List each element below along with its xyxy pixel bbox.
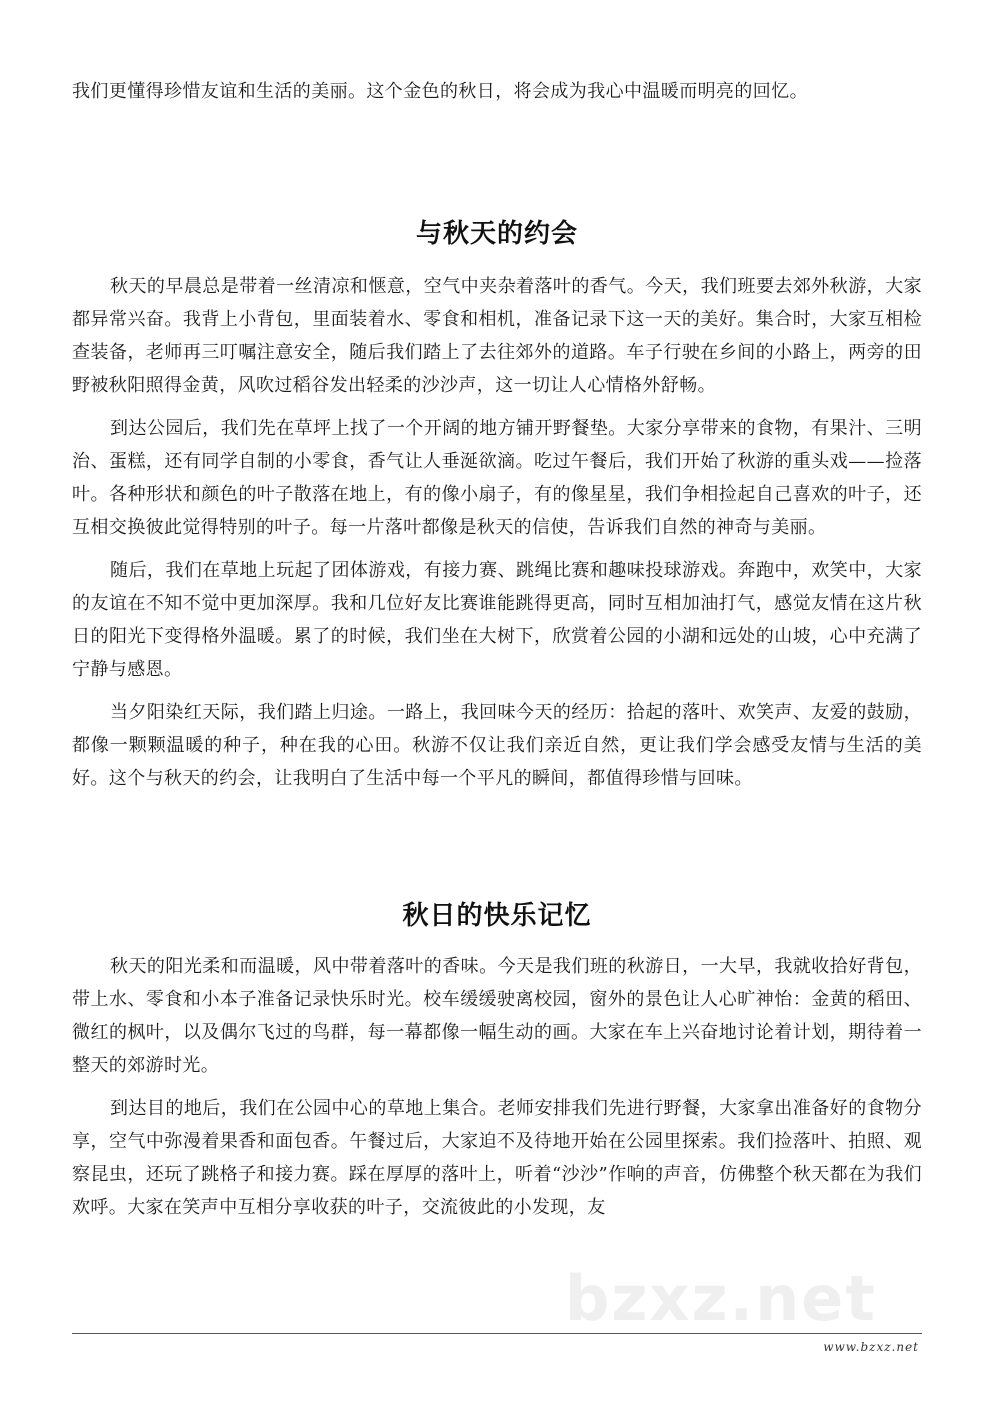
- section-2-paragraph-1: 秋天的阳光柔和而温暖，风中带着落叶的香味。今天是我们班的秋游日，一大早，我就收拾好背包，带上水、零食和小本子准备记录快乐时光。校车缓缓驶离校园，窗外的景色让人心旷神怡：金黄的稻田、微红的枫叶，以及偶尔飞过的鸟群，每一幕都像一幅生动的画。大家在车上兴奋地讨论着计划，期待着一整天的郊游时光。: [72, 956, 922, 1076]
- section-title-1: 与秋天的约会: [415, 219, 578, 249]
- section-1-paragraph-1: 秋天的早晨总是带着一丝清凉和惬意，空气中夹杂着落叶的香气。今天，我们班要去郊外秋游，大家都异常兴奋。我背上小背包，里面装着水、零食和相机，准备记录下这一天的美好。集合时，大家互相检查装备，老师再三叮嘱注意安全，随后我们踏上了去往郊外的道路。车子行驶在乡间的小路上，两旁的田野被秋阳照得金黄，风吹过稻谷发出轻柔的沙沙声，这一切让人心情格外舒畅。: [72, 276, 922, 396]
- footer-url[interactable]: www.bzxz.net: [823, 1340, 919, 1354]
- document-page: [72, 0, 922, 1404]
- top-fragment-paragraph: 我们更懂得珍惜友谊和生活的美丽。这个金色的秋日，将会成为我心中温暖而明亮的回忆。: [72, 81, 808, 102]
- section-1-paragraph-4: 当夕阳染红天际，我们踏上归途。一路上，我回味今天的经历：拾起的落叶、欢笑声、友爱的鼓励，都像一颗颗温暖的种子，种在我的心田。秋游不仅让我们亲近自然，更让我们学会感受友情与生活的美好。这个与秋天的约会，让我明白了生活中每一个平凡的瞬间，都值得珍惜与回味。: [72, 702, 922, 789]
- footer-divider: [72, 1333, 922, 1334]
- section-2-paragraph-2: 到达目的地后，我们在公园中心的草地上集合。老师安排我们先进行野餐，大家拿出准备好的食物分享，空气中弥漫着果香和面包香。午餐过后，大家迫不及待地开始在公园里探索。我们捡落叶、拍照、观察昆虫，还玩了跳格子和接力赛。踩在厚厚的落叶上，听着“沙沙”作响的声音，仿佛整个秋天都在为我们欢呼。大家在笑声中互相分享收获的叶子，交流彼此的小发现，友: [72, 1098, 922, 1218]
- section-1-paragraph-3: 随后，我们在草地上玩起了团体游戏，有接力赛、跳绳比赛和趣味投球游戏。奔跑中，欢笑中，大家的友谊在不知不觉中更加深厚。我和几位好友比赛谁能跳得更高，同时互相加油打气，感觉友情在这片秋日的阳光下变得格外温暖。累了的时候，我们坐在大树下，欣赏着公园的小湖和远处的山坡，心中充满了宁静与感恩。: [72, 560, 922, 680]
- watermark-logo: bzxz.net: [565, 1262, 877, 1335]
- section-1-paragraph-2: 到达公园后，我们先在草坪上找了一个开阔的地方铺开野餐垫。大家分享带来的食物，有果汁、三明治、蛋糕，还有同学自制的小零食，香气让人垂涎欲滴。吃过午餐后，我们开始了秋游的重头戏——捡落叶。各种形状和颜色的叶子散落在地上，有的像小扇子，有的像星星，我们争相捡起自己喜欢的叶子，还互相交换彼此觉得特别的叶子。每一片落叶都像是秋天的信使，告诉我们自然的神奇与美丽。: [72, 418, 922, 538]
- section-title-2: 秋日的快乐记忆: [402, 901, 592, 931]
